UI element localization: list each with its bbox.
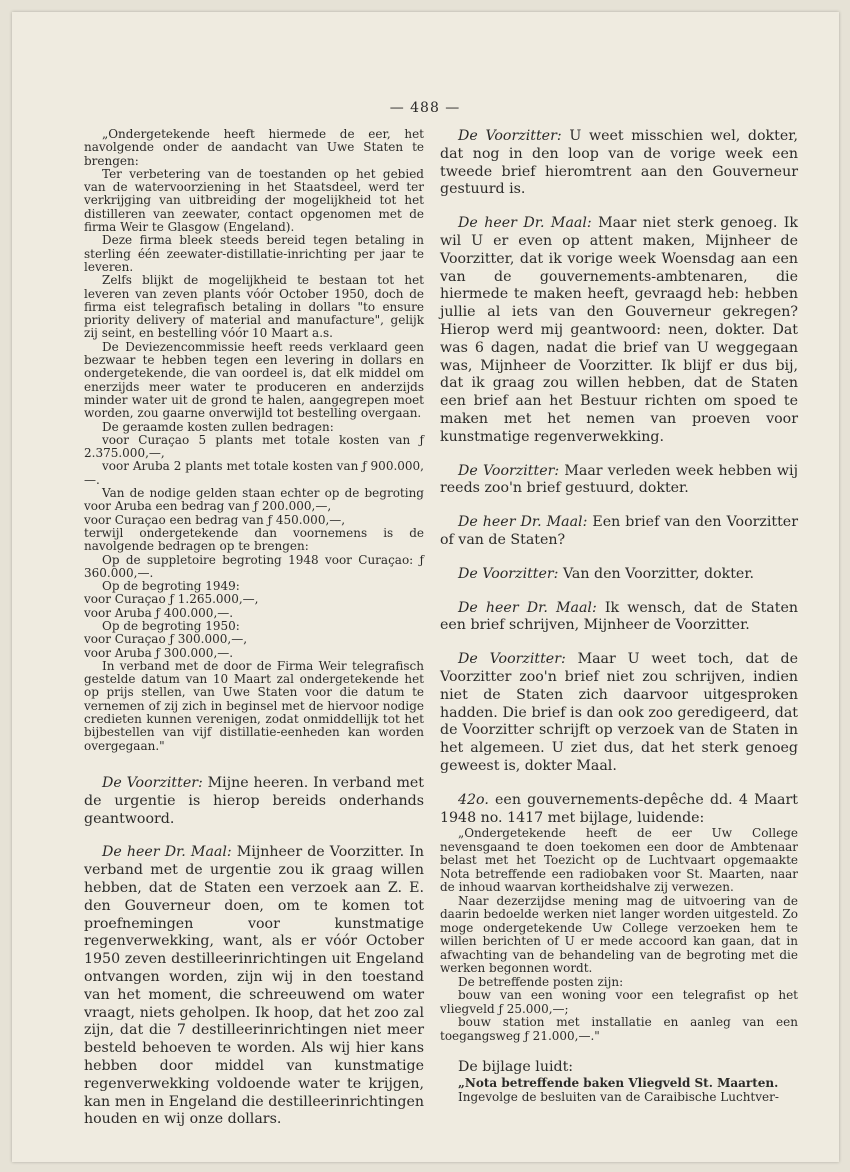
speech-paragraph (440, 566, 798, 584)
nota-line: Ingevolge de besluiten van de Caraibische Luchtver- (458, 1089, 779, 1104)
letter-paragraph: Op de suppletoire begroting 1948 voor Curaçao: ƒ 360.000,—. (84, 552, 424, 580)
speaker-name: De Voorzitter: (102, 774, 203, 791)
depeche-paragraph: De betreffende posten zijn: (458, 974, 624, 989)
depeche-text (440, 827, 798, 1043)
depeche-paragraph: bouw van een woning voor een telegrafist op het vliegveld ƒ 25.000,—; (440, 988, 798, 1016)
letter-paragraph: In verband met de door de Firma Weir telegrafisch gestelde datum van 10 Maart zal ondergetekende het op prijs stellen, van Uwe Staten voor die datum te vernemen of zij zich in beginsel met de hiervoor nodige credieten kunnen verenigen, zodat onmiddellijk tot het bijbestellen van vijf distillatie-eenheden kan worden overgegaan." (84, 658, 424, 753)
depeche-paragraph: Naar dezerzijdse mening mag de uitvoering van de daarin bedoelde werken niet langer worden uitgesteld. Zo moge ondergetekende Uw College verzoeken hem te willen berichten of U er mede accoord kan gaan, dat in afwachting van de behandeling van de begroting met die werken begonnen wordt. (440, 893, 798, 976)
letter-paragraph: voor Curaçao ƒ 300.000,—, (84, 632, 248, 647)
left-speeches (84, 775, 424, 1129)
letter-paragraph: Op de begroting 1949: (102, 579, 240, 594)
letter-paragraph: Ter verbetering van de toestanden op het gebied van de watervoorziening in het Staatsdeel, werd ter verkrijging van uitbreiding der mogelijkheid tot het distilleren van zeewater, contact opgenomen met de firma Weir te Glasgow (Engeland). (84, 166, 424, 235)
letter-paragraph: voor Curaçao 5 plants met totale kosten van ƒ 2.375.000,—, (84, 432, 424, 461)
page-number: — 488 — (389, 100, 461, 116)
bijlage-heading: De bijlage luidt: (458, 1059, 574, 1076)
letter-paragraph: „Ondergetekende heeft hiermede de eer, het navolgende onder de aandacht van Uwe Staten te brengen: (84, 127, 424, 168)
nota-section (440, 1077, 798, 1104)
agenda-item (440, 792, 798, 828)
nota-title: „Nota betreffende baken Vliegveld St. Maarten. (458, 1076, 779, 1091)
letter-paragraph: Van de nodige gelden staan echter op de begroting voor Aruba een bedrag van ƒ 200.000,—, (84, 486, 424, 514)
speech-text: Maar niet sterk genoeg. Ik wil U er even op attent maken, Mijnheer de Voorzitter, dat ik vorige week Woensdag aan een van de gouvernements-ambtenaren, die hiermede te maken heeft, gevraagd heb: hebben jullie al iets van den Gouverneur gekregen? Hierop werd mij geantwoord: neen, dokter. Dat was 6 dagen, nadat die brief van U weggegaan was, Mijnheer de Voorzitter. Ik blijf er dus bij, dat ik graag zou willen hebben, dat de Staten een brief aan het Bestuur richten om spoed te maken met het nemen van proeven voor kunstmatige regenverwekking. (440, 215, 798, 445)
speech-paragraph (84, 775, 424, 828)
speaker-name: De Voorzitter: (458, 651, 566, 668)
speech-paragraph (440, 600, 798, 636)
speaker-name: De Voorzitter: (458, 462, 560, 479)
letter-text (84, 128, 424, 753)
item-number: 42o. (458, 791, 489, 808)
letter-paragraph: voor Aruba ƒ 300.000,—. (84, 645, 234, 660)
letter-paragraph: Zelfs blijkt de mogelijkheid te bestaan tot het leveren van zeven plants vóór October 1950, doch de firma eist telegrafisch betaling in dollars "to ensure priority delivery of material and manufacture", gelijk zij seint, en bestelling vóór 10 Maart a.s. (84, 273, 424, 341)
speaker-name: De Voorzitter: (458, 565, 559, 582)
depeche-paragraph: „Ondergetekende heeft de eer Uw College nevensgaand te doen toekomen een door de Ambtenaar belast met het Toezicht op de Luchtvaart opgemaakte Nota betreffende een radiobaken voor St. Maarten, naar de inhoud waarvan kortheidshalve zij verwezen. (440, 826, 798, 895)
bijlage-section (440, 1059, 798, 1077)
speech-paragraph (440, 651, 798, 776)
speech-text: Van den Voorzitter, dokter. (558, 565, 755, 582)
letter-paragraph: terwijl ondergetekende dan voornemens is de navolgende bedragen op te brengen: (84, 525, 424, 554)
speech-text: Maar U weet toch, dat de Voorzitter zoo'n brief niet zou schrijven, indien niet de Staten zich daarvoor uitgesproken hadden. Die brief is dan ook zoo geredigeerd, dat de Voorzitter schrijft op verzoek van de Staten in het algemeen. U ziet dus, dat het sterk genoeg geweest is, dokter Maal. (440, 651, 798, 774)
depeche-paragraph: bouw station met installatie en aanleg van een toegangsweg ƒ 21.000,—." (440, 1015, 798, 1043)
speaker-name: De heer Dr. Maal: (458, 599, 597, 616)
speaker-name: De Voorzitter: (458, 128, 562, 144)
letter-paragraph: voor Curaçao een bedrag van ƒ 450.000,—, (84, 512, 346, 527)
letter-paragraph: voor Curaçao ƒ 1.265.000,—, (84, 592, 259, 607)
right-speeches (440, 128, 798, 827)
speech-text: Mijne heeren. In verband met de urgentie is hierop bereids onderhands geantwoord. (84, 774, 424, 827)
left-column (84, 128, 424, 1129)
speech-text: Ik wensch, dat de Staten een brief schrijven, Mijnheer de Voorzitter. (440, 599, 798, 634)
letter-paragraph: voor Aruba 2 plants met totale kosten van ƒ 900.000,—. (84, 459, 424, 487)
letter-paragraph: Deze firma bleek steeds bereid tegen betaling in sterling één zeewater-distillatie-inrichting per jaar te leveren. (84, 233, 424, 274)
speech-text: U weet misschien wel, dokter, dat nog in den loop van de vorige week een tweede brief hieromtrent aan den Gouverneur gestuurd is. (440, 128, 798, 198)
speech-paragraph (440, 463, 798, 499)
letter-paragraph: De geraamde kosten zullen bedragen: (102, 419, 334, 434)
speech-text: Mijnheer de Voorzitter. In verband met de urgentie zou ik graag willen hebben, dat de Staten een verzoek aan Z. E. den Gouverneur doen, om te komen tot proefnemingen voor kunstmatige regenverwekking, want, als er vóór October 1950 zeven destilleerinrichtingen uit Engeland ontvangen worden, zijn wij in den toestand van het moment, die schreeuwend om water vraagt, niets geholpen. Ik hoop, dat het zoo zal zijn, dat die 7 destilleerinrichtingen niet meer besteld behoeven te worden. Als wij hier kans hebben door middel van kunstmatige regenverwekking voldoende water te krijgen, kan men in Engeland die destilleerinrichtingen houden en wij onze dollars. (84, 844, 425, 1128)
speech-paragraph (84, 844, 424, 1129)
speech-paragraph (440, 514, 798, 550)
letter-paragraph: De Deviezencommissie heeft reeds verklaard geen bezwaar te hebben tegen een levering in dollars en ondergetekende, die van oordeel is, dat elk middel om enerzijds meer water te produceren en anderzijds minder water uit de grond te halen, aangegrepen moet worden, zou gaarne onverwijld tot bestelling overgaan. (84, 339, 424, 421)
speech-paragraph (440, 215, 798, 446)
speech-text: Een brief van den Voorzitter of van de Staten? (440, 514, 798, 548)
letter-paragraph: voor Aruba ƒ 400.000,—. (84, 605, 234, 620)
letter-paragraph: Op de begroting 1950: (102, 618, 240, 633)
item-text: een gouvernements-depêche dd. 4 Maart 1948 no. 1417 met bijlage, luidende: (440, 791, 798, 826)
speech-paragraph (440, 128, 798, 199)
speaker-name: De heer Dr. Maal: (102, 844, 232, 861)
speaker-name: De heer Dr. Maal: (458, 514, 588, 531)
speech-text: Maar verleden week hebben wij reeds zoo'n brief gestuurd, dokter. (440, 462, 798, 497)
speaker-name: De heer Dr. Maal: (458, 215, 592, 232)
right-column (440, 128, 798, 1104)
